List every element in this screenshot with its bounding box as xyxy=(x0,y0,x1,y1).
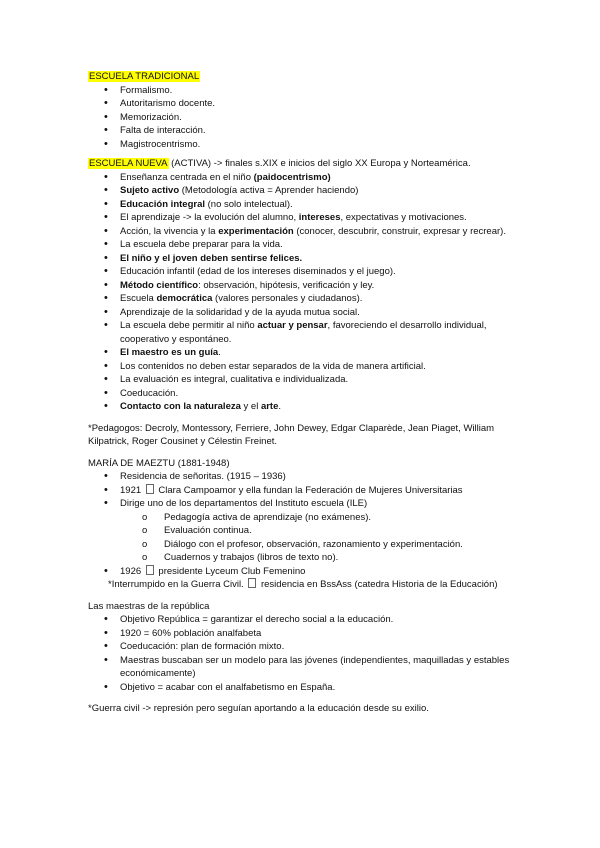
list-item: • Dirige uno de los departamentos del Instituto escuela (ILE) xyxy=(88,497,518,511)
list-item: • La escuela debe preparar para la vida. xyxy=(88,238,518,252)
list-item: • Contacto con la naturaleza y el arte. xyxy=(88,400,518,414)
sublist-item: o Pedagogía activa de aprendizaje (no exámenes). xyxy=(88,511,518,525)
list-item: • Educación integral (no solo intelectual). xyxy=(88,198,518,212)
nueva-list xyxy=(88,171,518,414)
list-item: • Aprendizaje de la solidaridad y de la ayuda mutua social. xyxy=(88,306,518,320)
list-item: • Escuela democrática (valores personales y ciudadanos). xyxy=(88,292,518,306)
maestras-list xyxy=(88,613,518,694)
maeztu-list xyxy=(88,470,518,511)
list-item: • El aprendizaje -> la evolución del alumno, intereses, expectativas y motivaciones. xyxy=(88,211,518,225)
list-item: • El niño y el joven deben sentirse felices. xyxy=(88,252,518,266)
list-item: • Residencia de señoritas. (1915 – 1936) xyxy=(88,470,518,484)
heading-escuela-tradicional xyxy=(88,70,518,84)
heading-escuela-nueva xyxy=(88,157,518,171)
maeztu-note: *Interrumpido en la Guerra Civil. residencia en BssAss (catedra Historia de la Educación) xyxy=(108,579,498,590)
list-item: • 1920 = 60% población analfabeta xyxy=(88,627,518,641)
list-item: • La evaluación es integral, cualitativa e individualizada. xyxy=(88,373,518,387)
list-item: • Sujeto activo (Metodología activa = Aprender haciendo) xyxy=(88,184,518,198)
pedagogos-note: *Pedagogos: Decroly, Montessory, Ferriere, John Dewey, Edgar Claparède, Jean Piaget, William Kilpatrick, Roger Cousinet y Célestin Freinet. xyxy=(88,422,495,447)
list-item: • Memorización. xyxy=(88,111,518,125)
list-item: • Maestras buscaban ser un modelo para las jóvenes (independientes, maquilladas y estables económicamente) xyxy=(88,654,518,681)
maeztu-list-2 xyxy=(88,565,518,579)
list-item: • Coeducación: plan de formación mixto. xyxy=(88,640,518,654)
list-item: • 1926 presidente Lyceum Club Femenino xyxy=(88,565,518,579)
maeztu-sublist xyxy=(88,511,518,565)
list-item: • Educación infantil (edad de los intereses diseminados y el juego). xyxy=(88,265,518,279)
tradicional-list xyxy=(88,84,518,152)
highlighted-title: ESCUELA NUEVA xyxy=(89,158,168,169)
list-item: • Formalismo. xyxy=(88,84,518,98)
list-item: • 1921 Clara Campoamor y ella fundan la Federación de Mujeres Universitarias xyxy=(88,484,518,498)
sublist-item: o Diálogo con el profesor, observación, razonamiento y experimentación. xyxy=(88,538,518,552)
list-item: • Acción, la vivencia y la experimentación (conocer, descubrir, construir, expresar y recrear). xyxy=(88,225,518,239)
list-item: • Objetivo República = garantizar el derecho social a la educación. xyxy=(88,613,518,627)
document-page xyxy=(88,70,518,716)
list-item: • Enseñanza centrada en el niño (paidocentrismo) xyxy=(88,171,518,185)
sublist-item: o Cuadernos y trabajos (libros de texto no). xyxy=(88,551,518,565)
list-item: • La escuela debe permitir al niño actuar y pensar, favoreciendo el desarrollo individual, cooperativo y espontáneo. xyxy=(88,319,518,346)
list-item: • El maestro es un guía. xyxy=(88,346,518,360)
guerra-civil-note: *Guerra civil -> represión pero seguían aportando a la educación desde su exilio. xyxy=(88,703,429,714)
highlighted-title: ESCUELA TRADICIONAL xyxy=(89,71,200,82)
list-item: • Método científico: observación, hipótesis, verificación y ley. xyxy=(88,279,518,293)
missing-glyph-icon xyxy=(248,578,256,588)
list-item: • Coeducación. xyxy=(88,387,518,401)
missing-glyph-icon xyxy=(146,484,154,494)
list-item: • Autoritarismo docente. xyxy=(88,97,518,111)
heading-maestras-republica: Las maestras de la república xyxy=(88,600,210,612)
sublist-item: o Evaluación continua. xyxy=(88,524,518,538)
list-item: • Magistrocentrismo. xyxy=(88,138,518,152)
missing-glyph-icon xyxy=(146,565,154,575)
heading-subtitle: (ACTIVA) -> finales s.XIX e inicios del siglo XX Europa y Norteamérica. xyxy=(168,158,471,169)
heading-maria-de-maeztu: MARÍA DE MAEZTU (1881-1948) xyxy=(88,457,230,469)
list-item: • Los contenidos no deben estar separados de la vida de manera artificial. xyxy=(88,360,518,374)
list-item: • Objetivo = acabar con el analfabetismo en España. xyxy=(88,681,518,695)
list-item: • Falta de interacción. xyxy=(88,124,518,138)
